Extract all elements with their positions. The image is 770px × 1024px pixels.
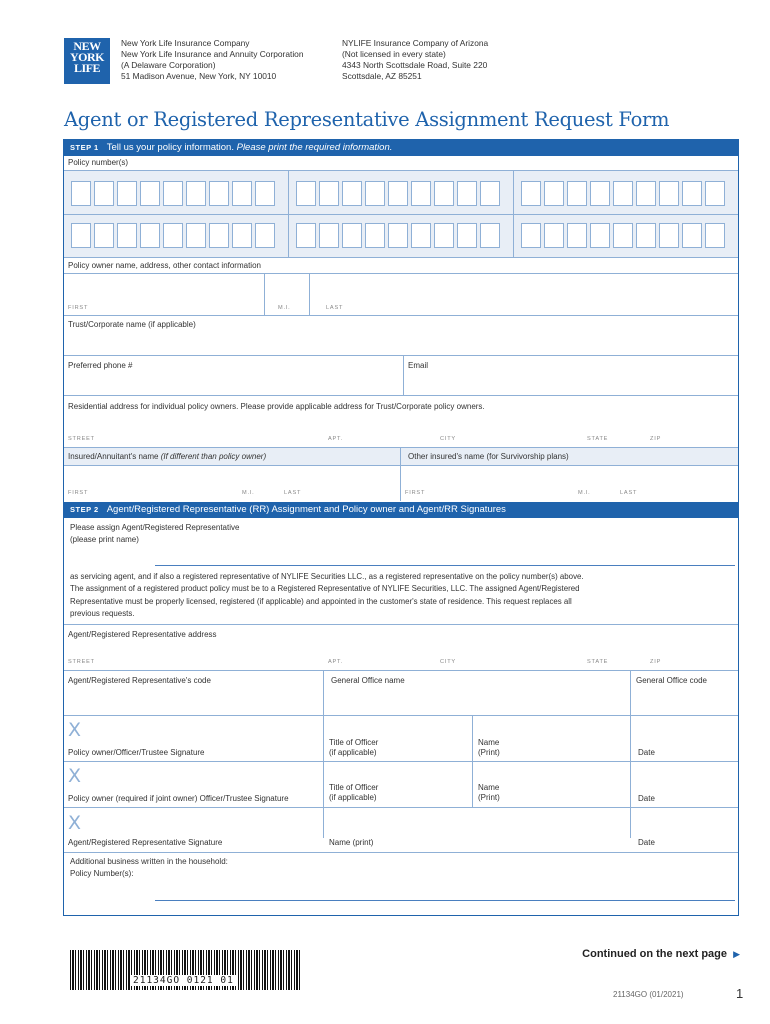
trust-name-label: Trust/Corporate name (if applicable) bbox=[68, 320, 196, 329]
policy-number-digit-box[interactable] bbox=[365, 181, 385, 206]
address-line: (Not licensed in every state) bbox=[342, 49, 446, 59]
address-line: (A Delaware Corporation) bbox=[121, 60, 216, 70]
email-field[interactable] bbox=[404, 356, 738, 395]
divider bbox=[64, 214, 738, 215]
policy-number-digit-box[interactable] bbox=[521, 181, 541, 206]
owner-signature-label: Policy owner/Officer/Trustee Signature bbox=[68, 748, 205, 757]
street-caption: STREET bbox=[68, 436, 95, 442]
policy-number-digit-box[interactable] bbox=[411, 181, 431, 206]
step-label: STEP 2 bbox=[70, 505, 99, 514]
additional-policy-line bbox=[155, 900, 735, 901]
additional-policy-numbers-label: Policy Number(s): bbox=[70, 869, 134, 878]
insured-label-italic: (If different than policy owner) bbox=[160, 452, 267, 461]
first-caption: FIRST bbox=[68, 490, 89, 496]
policy-number-digit-box[interactable] bbox=[319, 223, 339, 248]
barcode-text: 21134GO 0121 01 bbox=[130, 975, 237, 986]
state-caption: STATE bbox=[587, 659, 609, 665]
agent-signature-label: Agent/Registered Representative Signature bbox=[68, 838, 223, 847]
name-print-label bbox=[478, 783, 500, 803]
policy-number-digit-box[interactable] bbox=[659, 181, 679, 206]
insured-label-text: Insured/Annuitant's name bbox=[68, 452, 159, 461]
zip-caption: ZIP bbox=[650, 436, 662, 442]
additional-policy-numbers-field[interactable] bbox=[155, 880, 735, 900]
title-officer-label bbox=[329, 783, 378, 803]
policy-number-digit-box[interactable] bbox=[682, 181, 702, 206]
policy-number-digit-box[interactable] bbox=[140, 223, 160, 248]
signature-x-mark: X bbox=[68, 812, 82, 834]
apt-caption: APT. bbox=[328, 436, 344, 442]
policy-number-digit-box[interactable] bbox=[636, 181, 656, 206]
policy-number-digit-box[interactable] bbox=[457, 181, 477, 206]
policy-number-digit-box[interactable] bbox=[388, 181, 408, 206]
step-heading: Agent/Registered Representative (RR) Assignment and Policy owner and Agent/RR Signatures bbox=[106, 504, 506, 515]
policy-number-digit-box[interactable] bbox=[255, 223, 275, 248]
company-address-left bbox=[121, 38, 304, 82]
policy-number-digit-box[interactable] bbox=[480, 223, 500, 248]
assign-label-1: Please assign Agent/Registered Representative bbox=[70, 523, 240, 532]
paragraph-line: previous requests. bbox=[70, 609, 135, 619]
title-officer-line: Title of Officer bbox=[329, 783, 379, 792]
mi-caption: M.I. bbox=[578, 490, 591, 496]
page-number: 1 bbox=[736, 986, 744, 1001]
city-caption: CITY bbox=[440, 436, 456, 442]
new-york-life-logo bbox=[64, 38, 110, 84]
assignment-paragraph bbox=[70, 571, 735, 621]
other-insured-name-field[interactable] bbox=[401, 466, 738, 501]
policy-number-digit-box[interactable] bbox=[296, 181, 316, 206]
agent-address-label: Agent/Registered Representative address bbox=[68, 630, 217, 639]
agent-code-field[interactable] bbox=[64, 671, 322, 715]
divider bbox=[630, 716, 631, 838]
policy-number-digit-box[interactable] bbox=[411, 223, 431, 248]
policy-number-digit-box[interactable] bbox=[613, 181, 633, 206]
address-line: NYLIFE Insurance Company of Arizona bbox=[342, 38, 489, 48]
residential-address-field[interactable] bbox=[64, 396, 738, 447]
owner-info-label: Policy owner name, address, other contact information bbox=[68, 261, 261, 270]
additional-business-label: Additional business written in the household: bbox=[70, 857, 228, 866]
general-office-name-field[interactable] bbox=[324, 671, 630, 715]
title-officer-label bbox=[329, 738, 378, 758]
policy-number-digit-box[interactable] bbox=[365, 223, 385, 248]
policy-number-digit-box[interactable] bbox=[117, 223, 137, 248]
name-line: (Print) bbox=[478, 748, 500, 757]
agent-name-field[interactable] bbox=[155, 548, 735, 565]
policy-number-digit-box[interactable] bbox=[567, 181, 587, 206]
policy-number-digit-box[interactable] bbox=[232, 181, 252, 206]
address-line: Scottsdale, AZ 85251 bbox=[342, 71, 422, 81]
last-caption: LAST bbox=[620, 490, 638, 496]
policy-number-digit-box[interactable] bbox=[296, 223, 316, 248]
first-caption: FIRST bbox=[405, 490, 426, 496]
policy-number-digit-box[interactable] bbox=[590, 223, 610, 248]
policy-number-digit-box[interactable] bbox=[659, 223, 679, 248]
title-officer-line: (if applicable) bbox=[329, 793, 377, 802]
general-office-name-label: General Office name bbox=[331, 676, 405, 685]
date-label: Date bbox=[638, 838, 655, 847]
policy-number-digit-box[interactable] bbox=[705, 181, 725, 206]
paragraph-line: Representative must be properly licensed, registered (if applicable) and appointed in the customer's state of residence. This request replaces all bbox=[70, 596, 572, 606]
residential-address-label: Residential address for individual policy owners. Please provide applicable address for Trust/Corporate policy owners. bbox=[68, 402, 485, 411]
general-office-code-label: General Office code bbox=[636, 676, 708, 685]
joint-owner-signature-label: Policy owner (required if joint owner) Officer/Trustee Signature bbox=[68, 794, 289, 803]
general-office-code-field[interactable] bbox=[631, 671, 738, 715]
assign-label-2: (please print name) bbox=[70, 535, 139, 544]
owner-name-field[interactable] bbox=[64, 274, 738, 315]
divider bbox=[64, 257, 738, 258]
date-label: Date bbox=[638, 794, 655, 803]
title-officer-line: Title of Officer bbox=[329, 738, 379, 747]
policy-number-digit-box[interactable] bbox=[457, 223, 477, 248]
policy-number-digit-box[interactable] bbox=[71, 223, 91, 248]
policy-number-digit-box[interactable] bbox=[544, 223, 564, 248]
agent-code-label: Agent/Registered Representative's code bbox=[68, 676, 211, 685]
policy-number-digit-box[interactable] bbox=[342, 223, 362, 248]
policy-number-digit-box[interactable] bbox=[567, 223, 587, 248]
address-line: 4343 North Scottsdale Road, Suite 220 bbox=[342, 60, 488, 70]
policy-number-digit-box[interactable] bbox=[94, 223, 114, 248]
signature-x-mark: X bbox=[68, 765, 82, 787]
address-line: New York Life Insurance and Annuity Corporation bbox=[121, 49, 304, 59]
date-label: Date bbox=[638, 748, 655, 757]
policy-number-digit-box[interactable] bbox=[521, 223, 541, 248]
address-line: New York Life Insurance Company bbox=[121, 38, 250, 48]
policy-number-digit-box[interactable] bbox=[319, 181, 339, 206]
form-code: 21134GO (01/2021) bbox=[613, 990, 684, 999]
policy-number-digit-box[interactable] bbox=[544, 181, 564, 206]
logo-line: YORK bbox=[70, 50, 104, 64]
company-address-right bbox=[342, 38, 488, 82]
policy-number-digit-box[interactable] bbox=[94, 181, 114, 206]
signature-x-mark: X bbox=[68, 719, 82, 741]
logo-line: NEW bbox=[73, 39, 101, 53]
divider bbox=[323, 716, 324, 838]
name-print-label bbox=[478, 738, 500, 758]
trust-name-field[interactable] bbox=[64, 316, 738, 355]
policy-number-digit-box[interactable] bbox=[209, 223, 229, 248]
other-insured-label: Other insured's name (for Survivorship plans) bbox=[408, 452, 569, 461]
form-title: Agent or Registered Representative Assignment Request Form bbox=[64, 108, 670, 131]
policy-number-digit-box[interactable] bbox=[209, 181, 229, 206]
policy-number-digit-box[interactable] bbox=[186, 181, 206, 206]
paragraph-line: as servicing agent, and if also a registered representative of NYLIFE Securities LLC., as a registered representative on the policy number(s) above. bbox=[70, 572, 584, 581]
zip-caption: ZIP bbox=[650, 659, 662, 665]
policy-number-digit-box[interactable] bbox=[705, 223, 725, 248]
policy-number-digit-box[interactable] bbox=[590, 181, 610, 206]
street-caption: STREET bbox=[68, 659, 95, 665]
mi-caption: M.I. bbox=[278, 305, 291, 311]
divider bbox=[64, 852, 738, 853]
name-line: Name bbox=[478, 738, 500, 747]
email-label: Email bbox=[408, 361, 429, 370]
policy-number-digit-box[interactable] bbox=[342, 181, 362, 206]
mi-caption: M.I. bbox=[242, 490, 255, 496]
logo-line: LIFE bbox=[73, 61, 100, 75]
step-label: STEP 1 bbox=[70, 143, 99, 152]
agent-address-field[interactable] bbox=[64, 625, 738, 670]
policy-number-digit-box[interactable] bbox=[255, 181, 275, 206]
policy-number-digit-box[interactable] bbox=[613, 223, 633, 248]
policy-number-digit-box[interactable] bbox=[163, 181, 183, 206]
triangle-right-icon: ▶ bbox=[733, 949, 740, 959]
name-line: Name bbox=[478, 783, 500, 792]
paragraph-line: The assignment of a registered product policy must be to a Registered Representative of NYLIFE Securities, LLC. The assigned Agent/Registered bbox=[70, 584, 580, 594]
divider bbox=[309, 274, 310, 315]
policy-number-digit-box[interactable] bbox=[636, 223, 656, 248]
policy-number-digit-box[interactable] bbox=[71, 181, 91, 206]
address-line: 51 Madison Avenue, New York, NY 10010 bbox=[121, 71, 277, 81]
policy-number-digit-box[interactable] bbox=[388, 223, 408, 248]
policy-number-digit-box[interactable] bbox=[117, 181, 137, 206]
step-heading-italic: Please print the required information. bbox=[236, 142, 393, 153]
agent-name-line bbox=[155, 565, 735, 566]
policy-number-digit-box[interactable] bbox=[163, 223, 183, 248]
divider bbox=[264, 274, 265, 315]
continued-text: Continued on the next page bbox=[582, 948, 728, 960]
policy-number-digit-box[interactable] bbox=[232, 223, 252, 248]
title-officer-line: (if applicable) bbox=[329, 748, 377, 757]
phone-label: Preferred phone # bbox=[68, 361, 133, 370]
policy-number-digit-box[interactable] bbox=[480, 181, 500, 206]
name-line: (Print) bbox=[478, 793, 500, 802]
policy-number-digit-box[interactable] bbox=[434, 181, 454, 206]
first-caption: FIRST bbox=[68, 305, 89, 311]
step-heading: Tell us your policy information. bbox=[106, 142, 234, 153]
state-caption: STATE bbox=[587, 436, 609, 442]
last-caption: LAST bbox=[326, 305, 344, 311]
policy-number-digit-box[interactable] bbox=[682, 223, 702, 248]
step2-header bbox=[63, 502, 739, 518]
insured-name-field[interactable] bbox=[64, 466, 400, 501]
policy-number-digit-box[interactable] bbox=[434, 223, 454, 248]
apt-caption: APT. bbox=[328, 659, 344, 665]
insured-name-label bbox=[68, 452, 266, 462]
phone-field[interactable] bbox=[64, 356, 402, 395]
continued-next-page bbox=[582, 948, 740, 960]
policy-number-digit-box[interactable] bbox=[186, 223, 206, 248]
agent-name-print-label: Name (print) bbox=[329, 838, 374, 847]
last-caption: LAST bbox=[284, 490, 302, 496]
city-caption: CITY bbox=[440, 659, 456, 665]
step1-header bbox=[63, 140, 739, 156]
policy-number-digit-box[interactable] bbox=[140, 181, 160, 206]
policy-numbers-label: Policy number(s) bbox=[68, 158, 129, 167]
